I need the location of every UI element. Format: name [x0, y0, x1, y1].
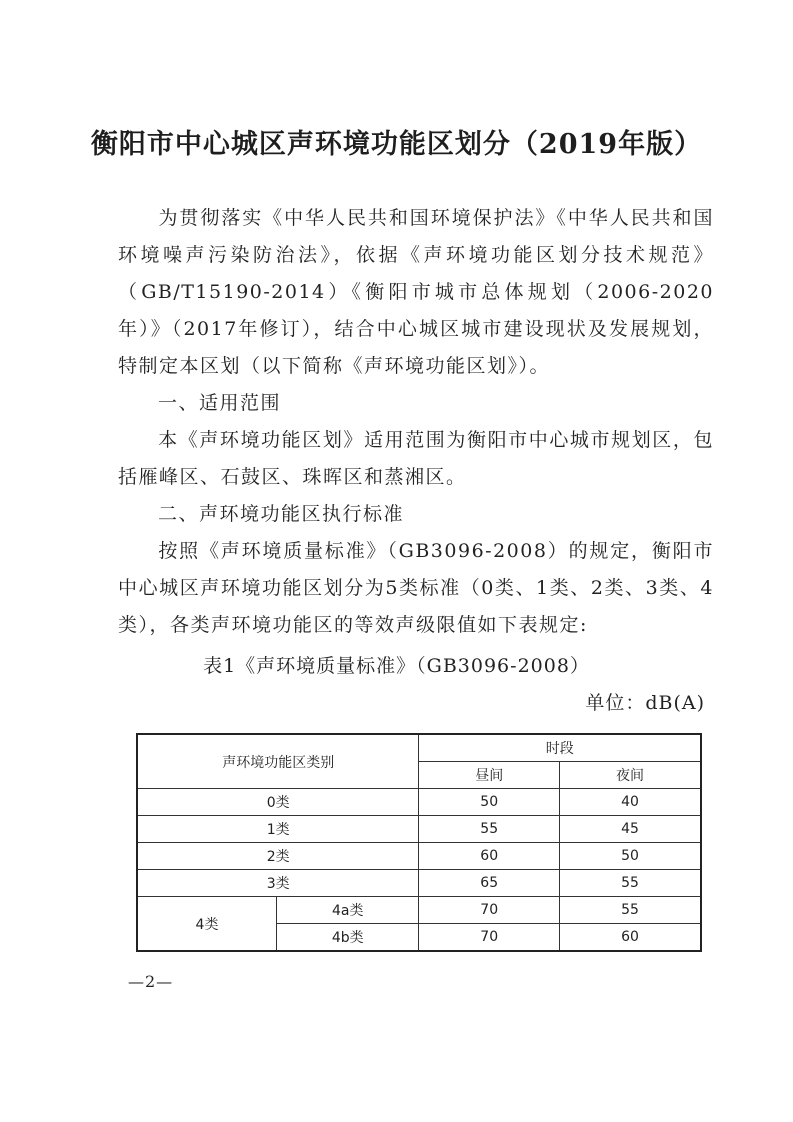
document-title: 衡阳市中心城区声环境功能区划分（2019年版）	[90, 129, 703, 160]
table-row	[137, 870, 701, 897]
row-day: 65	[419, 870, 560, 897]
table-header-row	[137, 734, 701, 762]
scope-paragraph: 本《声环境功能区划》适用范围为衡阳市中心城市规划区，包括雁峰区、石鼓区、珠晖区和蒸湘区。	[118, 429, 714, 488]
page-number: —2—	[128, 972, 174, 991]
noise-limit-table	[136, 733, 702, 952]
table-row	[137, 897, 701, 924]
row-night: 40	[559, 789, 701, 816]
sub-category: 4a类	[276, 897, 418, 924]
header-day: 昼间	[419, 762, 560, 789]
row-category: 0类	[137, 789, 419, 816]
row-day: 50	[419, 789, 560, 816]
group-category: 4类	[137, 897, 276, 952]
table-row	[137, 789, 701, 816]
table-unit: 单位：dB(A)	[585, 692, 705, 714]
row-category: 1类	[137, 816, 419, 843]
section-heading-scope: 一、适用范围	[158, 392, 282, 414]
header-category: 声环境功能区类别	[137, 734, 419, 789]
row-night: 55	[559, 897, 701, 924]
row-night: 55	[559, 870, 701, 897]
table-caption: 表1《声环境质量标准》（GB3096-2008）	[203, 655, 590, 677]
body-text	[118, 200, 714, 644]
row-night: 45	[559, 816, 701, 843]
row-day: 70	[419, 897, 560, 924]
row-day: 60	[419, 843, 560, 870]
header-night: 夜间	[559, 762, 701, 789]
row-night: 50	[559, 843, 701, 870]
standard-paragraph: 按照《声环境质量标准》（GB3096-2008）的规定，衡阳市中心城区声环境功能区划分为5类标准（0类、1类、2类、3类、4类），各类声环境功能区的等效声级限值如下表规定:	[118, 540, 714, 636]
table-row	[137, 816, 701, 843]
sub-category: 4b类	[276, 924, 418, 952]
row-category: 2类	[137, 843, 419, 870]
row-category: 3类	[137, 870, 419, 897]
header-period: 时段	[419, 734, 701, 762]
intro-paragraph: 为贯彻落实《中华人民共和国环境保护法》《中华人民共和国环境噪声污染防治法》，依据《声环境功能区划分技术规范》（GB/T15190-2014）《衡阳市城市总体规划（2006-2020年）》（2017年修订），结合中心城区城市建设现状及发展规划，特制定本区划（以下简称《声环境功能区划》）。	[118, 207, 714, 377]
table-row	[137, 843, 701, 870]
row-night: 60	[559, 924, 701, 952]
row-day: 70	[419, 924, 560, 952]
row-day: 55	[419, 816, 560, 843]
section-heading-standard: 二、声环境功能区执行标准	[158, 503, 405, 525]
